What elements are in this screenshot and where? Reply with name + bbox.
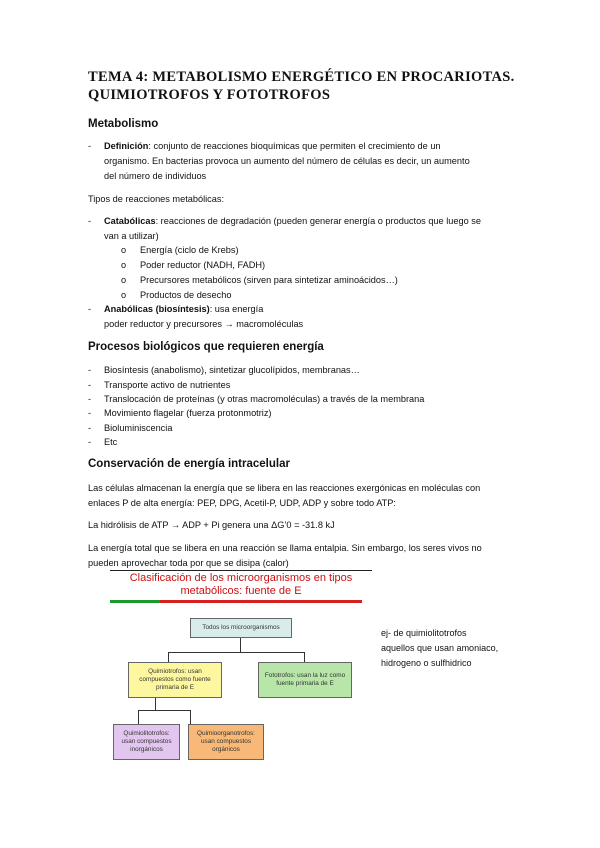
- list-item: Bioluminiscencia: [104, 423, 173, 433]
- side-note-line-2: aquellos que usan amoniaco,: [381, 643, 499, 653]
- diagram-box-quimiolitotrofos: Quimiolitotrofos: usan compuestos inorgánicos: [113, 724, 180, 760]
- bullet-o: o: [121, 275, 127, 285]
- list-item: Biosíntesis (anabolismo), sintetizar glucolípidos, membranas…: [104, 365, 360, 375]
- anabolicas-text-2: poder reductor y precursores → macromoléculas: [104, 319, 304, 329]
- diagram-box-quimiotrofos: Quimiotrofos: usan compuestos como fuente primaria de E: [128, 662, 222, 698]
- heading-metabolismo: Metabolismo: [88, 118, 159, 130]
- catabolicas-text-1: : reacciones de degradación (pueden generar energía o productos que luego se: [155, 216, 481, 226]
- list-item: Poder reductor (NADH, FADH): [140, 260, 266, 270]
- conservacion-p1-line-1: Las células almacenan la energía que se libera en las reacciones exergónicas en moléculas con: [88, 483, 481, 493]
- list-item: Transporte activo de nutrientes: [104, 380, 231, 390]
- definicion-paragraph: [104, 139, 524, 184]
- side-note: [381, 626, 551, 671]
- diagram-connector: [155, 698, 156, 710]
- dash-marker: -: [88, 394, 92, 404]
- dash-marker: -: [88, 380, 92, 390]
- anabolicas-text-1: : usa energía: [209, 304, 264, 314]
- bullet-o: o: [121, 260, 127, 270]
- conservacion-p1-line-2: enlaces P de alta energía: PEP, DPG, Acetil-P, UDP, ADP y sobre todo ATP:: [88, 498, 396, 508]
- diagram-green-bar: [110, 600, 160, 603]
- diagram-box-fototrofos: Fototrofos: usan la luz como fuente primaria de E: [258, 662, 352, 698]
- conservacion-paragraph-2: La hidrólisis de ATP → ADP + Pi genera una ΔG’0 = -31.8 kJ: [88, 520, 335, 530]
- list-item: Productos de desecho: [140, 290, 232, 300]
- dash-marker: -: [88, 216, 92, 226]
- catabolicas-label: Catabólicas: [104, 216, 156, 226]
- diagram-connector: [138, 710, 139, 724]
- diagram-connector: [304, 652, 305, 662]
- conservacion-paragraph-1: [88, 481, 518, 511]
- heading-procesos: Procesos biológicos que requieren energía: [88, 341, 324, 353]
- diagram-connector: [240, 638, 241, 652]
- definicion-label: Definición: [104, 141, 149, 151]
- diagram-top-rule: [110, 570, 372, 571]
- catabolicas-text-2: van a utilizar): [104, 231, 159, 241]
- bullet-o: o: [121, 245, 127, 255]
- dash-marker: -: [88, 304, 92, 314]
- dash-marker: -: [88, 437, 92, 447]
- dash-marker: -: [88, 365, 92, 375]
- diagram-box-root: Todos los microorganismos: [190, 618, 292, 638]
- conservacion-p3-line-2: pueden aprovechar toda por que se disipa (calor): [88, 558, 289, 568]
- heading-conservacion: Conservación de energía intracelular: [88, 458, 290, 470]
- list-item: Energía (ciclo de Krebs): [140, 245, 239, 255]
- diagram-title: [110, 572, 372, 598]
- side-note-line-3: hidrogeno o sulfhidrico: [381, 658, 472, 668]
- anabolicas-paragraph: [104, 302, 524, 332]
- definicion-text-2: organismo. En bacterias provoca un aumento del número de células es decir, un aumento: [104, 156, 470, 166]
- title-line-1: TEMA 4: METABOLISMO ENERGÉTICO EN PROCARIOTAS.: [88, 69, 515, 85]
- diagram-connector: [138, 710, 191, 711]
- list-item: Precursores metabólicos (sirven para sintetizar aminoácidos…): [140, 275, 398, 285]
- side-note-line-1: ej- de quimiolitotrofos: [381, 628, 467, 638]
- list-item: Movimiento flagelar (fuerza protonmotriz): [104, 408, 272, 418]
- dash-marker: -: [88, 141, 92, 151]
- list-item: Etc: [104, 437, 118, 447]
- diagram-box-quimioorganotrofos: Quimioorganotrofos: usan compuestos orgánicos: [188, 724, 264, 760]
- page-title: [88, 68, 558, 104]
- dash-marker: -: [88, 423, 92, 433]
- diagram-connector: [168, 652, 305, 653]
- anabolicas-label: Anabólicas (biosíntesis): [104, 304, 210, 314]
- list-item: Translocación de proteínas (y otras macromoléculas) a través de la membrana: [104, 394, 425, 404]
- diagram-title-line-1: Clasificación de los microorganismos en tipos: [129, 572, 353, 584]
- diagram-connector: [168, 652, 169, 662]
- conservacion-paragraph-3: [88, 541, 518, 571]
- catabolicas-paragraph: [104, 214, 534, 244]
- dash-marker: -: [88, 408, 92, 418]
- diagram-title-line-2: metabólicos: fuente de E: [180, 585, 302, 597]
- definicion-text-3: del número de individuos: [104, 171, 207, 181]
- conservacion-p3-line-1: La energía total que se libera en una reacción se llama entalpia. Sin embargo, los seres vivos no: [88, 543, 482, 553]
- diagram-red-bar: [160, 600, 362, 603]
- diagram-connector: [190, 710, 191, 724]
- definicion-text-1: : conjunto de reacciones bioquímicas que permiten el crecimiento de un: [148, 141, 441, 151]
- bullet-o: o: [121, 290, 127, 300]
- title-line-2: QUIMIOTROFOS Y FOTOTROFOS: [88, 87, 331, 103]
- tipos-reacciones: Tipos de reacciones metabólicas:: [88, 194, 225, 204]
